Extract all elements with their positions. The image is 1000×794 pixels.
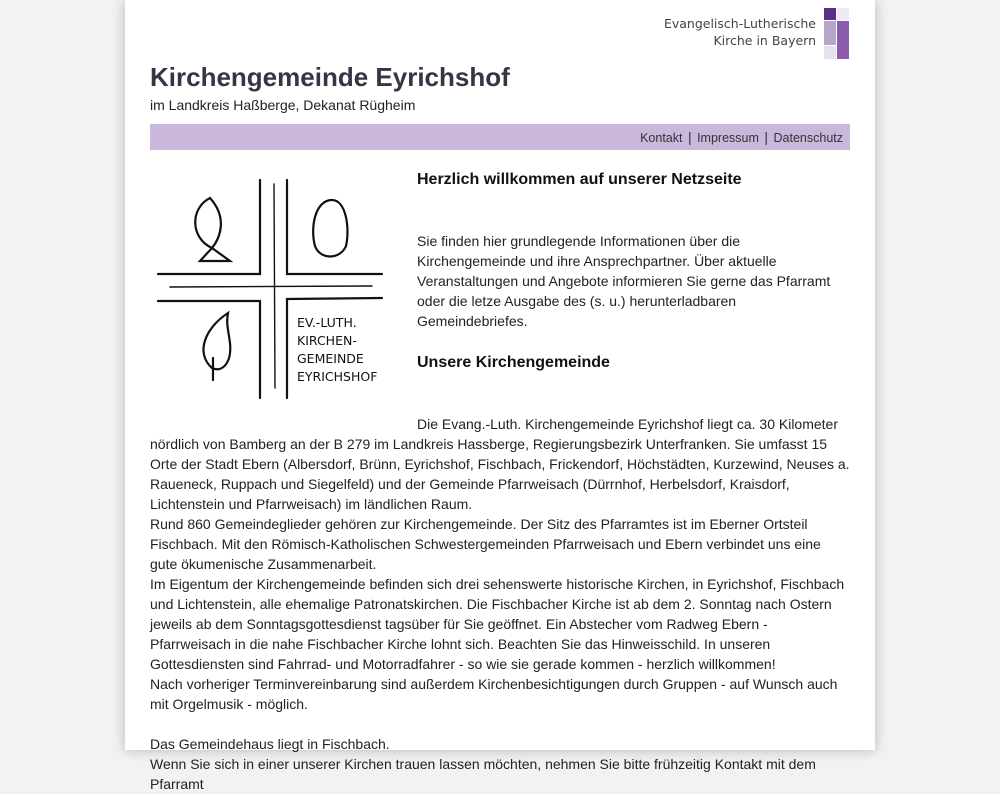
nav-separator: | <box>764 129 769 145</box>
parish-emblem <box>150 168 417 430</box>
page-title: Kirchengemeinde Eyrichshof <box>150 62 510 92</box>
leaf-icon <box>203 313 230 380</box>
paragraph-churches: Im Eigentum der Kirchengemeinde befinden sich drei sehenswerte historische Kirchen, in Eyrichshof, Fischbach und Lichtenstein, alle ehemalige Patronatskirchen. Die Fischbacher Kirche ist ab dem 2. Sonntag nach Ostern jeweils ab dem Sonntagsgottesdienst tagsüber für Sie geöffnet. Ein Abstecher vom Radweg Ebern - Pfarrweisach in die nahe Fischbacher Kirche lohnt sich. Beachten Sie das Hinweisschild. In unseren Gottesdiensten sind Fahrrad- und Motorradfahrer - so wie sie gerade kommen - herzlich willkommen! <box>150 576 845 672</box>
fish-icon <box>195 198 230 261</box>
paragraph-tours: Nach vorheriger Terminvereinbarung sind außerdem Kirchenbesichtigungen durch Gruppen - auf Wunsch auch mit Orgelmusik - möglich. <box>150 676 838 712</box>
nav-separator: | <box>687 129 692 145</box>
paragraph-location: Die Evang.-Luth. Kirchengemeinde Eyrichshof liegt ca. 30 Kilometer nördlich von Bamberg an der B 279 im Landkreis Hassberge, Regierungsbezirk Unterfranken. Sie umfasst 15 Orte der Stadt Ebern (Albersdorf, Brünn, Eyrichshof, Fischbach, Frickendorf, Höchstädten, Kurzewind, Neuses a. Raueneck, Ruppach und Siegelfeld) und der Gemeinde Pfarrweisach (Dürrnhof, Herbelsdorf, Kraisdorf, Lichtenstein und Pfarrweisach) im ländlichen Raum. <box>150 416 850 512</box>
logo-line-1: Evangelisch-Lutherische <box>663 16 816 31</box>
section-heading: Unsere Kirchengemeinde <box>417 354 610 371</box>
emblem-text-2: KIRCHEN- <box>297 333 357 348</box>
nav-link-datenschutz[interactable]: Datenschutz <box>773 131 843 145</box>
welcome-text: Sie finden hier grundlegende Informationen über die Kirchengemeinde und ihre Ansprechpartner. Über aktuelle Veranstaltungen und Angebote informieren Sie gerne das Pfarramt oder die letze Ausgabe des (s. u.) herunterladbaren Gemeindebriefes. <box>417 233 831 329</box>
page <box>125 0 875 792</box>
page-subtitle: im Landkreis Haßberge, Dekanat Rügheim <box>150 97 416 113</box>
paragraph-trauung: Wenn Sie sich in einer unserer Kirchen trauen lassen möchten, nehmen Sie bitte frühzeitig Kontakt mit dem Pfarramt <box>150 756 816 792</box>
logo-line-2: Kirche in Bayern <box>713 33 816 48</box>
paragraph-members: Rund 860 Gemeindeglieder gehören zur Kirchengemeinde. Der Sitz des Pfarramtes ist im Eberner Ortsteil Fischbach. Mit den Römisch-Katholischen Schwestergemeinden Pfarrweisach und Ebern verbindet uns eine gute ökumenische Zusammenarbeit. <box>150 516 821 572</box>
emblem-text-1: EV.-LUTH. <box>297 315 357 330</box>
nav-bar <box>150 124 850 150</box>
emblem-text-3: GEMEINDE <box>297 351 364 366</box>
egg-icon <box>313 200 347 257</box>
paragraph-gemeindehaus: Das Gemeindehaus liegt in Fischbach. <box>150 736 390 752</box>
logo-mark-icon <box>824 8 850 60</box>
elkb-logo[interactable] <box>664 8 850 60</box>
main-content <box>150 168 850 794</box>
welcome-heading: Herzlich willkommen auf unserer Netzseite <box>417 171 742 188</box>
emblem-text-4: EYRICHSHOF <box>297 369 378 384</box>
nav-link-impressum[interactable]: Impressum <box>697 131 759 145</box>
nav-link-kontakt[interactable]: Kontakt <box>640 131 683 145</box>
